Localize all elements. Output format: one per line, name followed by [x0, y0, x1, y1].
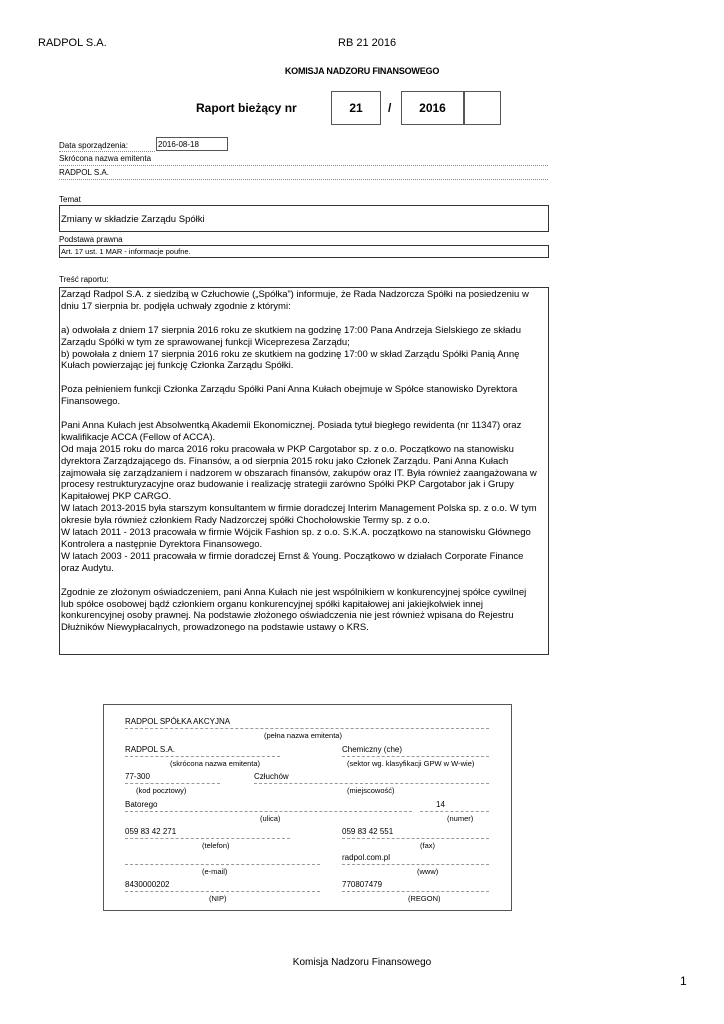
- header-company: RADPOL S.A.: [38, 37, 107, 49]
- sector-caption: (sektor wg. klasyfikacji GPW w W-wie): [347, 759, 475, 768]
- content-line: procesy restrukturyzacyjne oraz budowanie i realizację strategii zarówno Spółki PKP Cargotabor jak i Grupy: [61, 479, 514, 491]
- authority-title: KOMISJA NADZORU FINANSOWEGO: [284, 66, 440, 76]
- divider: [125, 811, 412, 812]
- content-line: kwalifikacje ACCA (Fellow of ACCA).: [61, 431, 216, 443]
- report-extra-box: [464, 91, 501, 125]
- content-line: Od maja 2015 roku do marca 2016 roku pracowała w PKP Cargotabor sp. z o.o. Początkowo na stanowisku: [61, 443, 514, 455]
- content-line: konkurencyjnej osoby prawnej. Na podstawie złożonego oświadczenia nie jest również wpisana do Rejestru: [61, 610, 514, 622]
- nip: 8430000202: [125, 880, 170, 889]
- footer-authority: Komisja Nadzoru Finansowego: [292, 957, 432, 968]
- divider: [125, 756, 280, 757]
- divider: [342, 891, 489, 892]
- legal-basis-value: Art. 17 ust. 1 MAR - informacje poufne.: [59, 245, 549, 258]
- divider: [342, 756, 489, 757]
- page-number: 1: [680, 974, 687, 988]
- content-line: Zarząd Radpol S.A. z siedzibą w Człuchowie („Spółka”) informuje, że Rada Nadzorcza Spółki na posiedzeniu w: [61, 289, 529, 300]
- short-name-value: RADPOL S.A.: [59, 168, 109, 177]
- regon-caption: (REGON): [408, 894, 441, 903]
- content-line: [61, 575, 547, 587]
- report-year: 2016: [419, 101, 446, 115]
- divider: [59, 179, 548, 180]
- full-name-caption: (pełna nazwa emitenta): [264, 731, 342, 740]
- company-short-name: RADPOL S.A.: [125, 745, 175, 754]
- regon: 770807479: [342, 880, 383, 889]
- report-label: Raport bieżący nr: [196, 101, 297, 115]
- company-full-name: RADPOL SPÓŁKA AKCYJNA: [125, 717, 231, 726]
- date-value: 2016-08-18: [156, 137, 228, 151]
- content-line: b) powołała z dniem 17 sierpnia 2016 roku ze skutkiem na godzinę 17:00 w skład Zarządu Spółki Panią Annę: [61, 348, 520, 360]
- postal-caption: (kod pocztowy): [136, 786, 187, 795]
- short-name-caption: (skrócona nazwa emitenta): [170, 759, 261, 768]
- street-number: 14: [436, 800, 445, 809]
- content-line: Pani Anna Kułach jest Absolwentką Akademii Ekonomicznej. Posiada tytuł biegłego rewidenta (nr 11347) oraz: [61, 419, 522, 431]
- content-line: W latach 2011 - 2013 pracowała w firmie Wójcik Fashion sp. z o.o. S.K.A. początkowo na stanowisku Głównego: [61, 527, 531, 539]
- phone-caption: (telefon): [202, 841, 230, 850]
- content-line: dyrektora Zarządzającego ds. Finansów, a od sierpnia 2015 roku jako Członek Zarządu. Pani Anna Kułach: [61, 455, 509, 467]
- content-line: lub spółce osobowej bądź członkiem organu konkurencyjnej spółki kapitałowej ani jakiejkolwiek innej: [61, 598, 483, 610]
- street: Batorego: [125, 800, 158, 809]
- content-line: [61, 372, 547, 384]
- content-line: Kułach powierzając jej funkcję Członka Zarządu Spółki.: [61, 360, 294, 372]
- content-line: Finansowego.: [61, 396, 121, 408]
- content-body: [59, 287, 549, 655]
- email-caption: (e-mail): [202, 867, 228, 876]
- number-caption: (numer): [447, 814, 474, 823]
- content-line: Zgodnie ze złożonym oświadczeniem, pani Anna Kułach nie jest wspólnikiem w konkurencyjnej spółce cywilnej: [61, 586, 527, 598]
- legal-basis-label: Podstawa prawna: [59, 235, 123, 244]
- date-label: Data sporządzenia:: [59, 141, 128, 150]
- topic-label: Temat: [59, 195, 81, 204]
- content-line: W latach 2013-2015 była starszym konsultantem w firmie doradczej Interim Management Polska sp. z o.o. W tym: [61, 503, 537, 515]
- city-caption: (miejscowość): [347, 786, 395, 795]
- topic-value: Zmiany w składzie Zarządu Spółki: [59, 205, 549, 232]
- content-label: Treść raportu:: [59, 275, 109, 284]
- header-report-id: RB 21 2016: [338, 37, 397, 49]
- www: radpol.com.pl: [342, 853, 391, 862]
- divider: [125, 728, 489, 729]
- content-line: a) odwołała z dniem 17 sierpnia 2016 roku ze skutkiem na godzinę 17:00 Pana Andrzeja Sielskiego ze składu: [61, 324, 521, 336]
- divider: [59, 165, 548, 166]
- content-line: Kontrolera a następnie Dyrektora Finansowego.: [61, 538, 263, 550]
- street-caption: (ulica): [260, 814, 281, 823]
- report-number-box: [331, 91, 381, 125]
- report-year-box: [401, 91, 464, 125]
- content-line: zajmowała się zarządzaniem i nadzorem w obszarach finansów, zakupów oraz IT. Była również zaangażowana w: [61, 467, 537, 479]
- content-line: [61, 313, 547, 325]
- content-line: okresie była również członkiem Rady Nadzorczej spółki Chochołowskie Termy sp. z o.o.: [61, 515, 430, 527]
- divider: [125, 891, 320, 892]
- divider: [342, 838, 489, 839]
- content-line: Poza pełnieniem funkcji Członka Zarządu Spółki Pani Anna Kułach obejmuje w Spółce stanowisko Dyrektora: [61, 384, 518, 396]
- content-line: Kapitałowej PKP CARGO.: [61, 491, 172, 503]
- nip-caption: (NIP): [209, 894, 227, 903]
- fax-caption: (fax): [420, 841, 435, 850]
- report-number: 21: [349, 101, 363, 115]
- postal-code: 77-300: [125, 772, 150, 781]
- content-line: oraz Audytu.: [61, 562, 114, 574]
- city: Człuchów: [254, 772, 289, 781]
- report-separator: /: [388, 101, 392, 115]
- divider: [125, 864, 320, 865]
- fax: 059 83 42 551: [342, 827, 394, 836]
- content-line: [61, 408, 547, 420]
- divider: [342, 864, 489, 865]
- divider: [125, 783, 220, 784]
- divider: [420, 811, 489, 812]
- phone: 059 83 42 271: [125, 827, 177, 836]
- content-line: Dłużników Niewypłacalnych, prowadzonego na podstawie ustawy o KRS.: [61, 622, 369, 634]
- short-name-label: Skrócona nazwa emitenta: [59, 154, 152, 163]
- content-line: Zarządu Spółki w tym ze sprawowanej funkcji Wiceprezesa Zarządu;: [61, 336, 350, 348]
- www-caption: (www): [417, 867, 439, 876]
- content-line: dniu 17 sierpnia br. podjęła uchwały zgodnie z którymi:: [61, 300, 291, 312]
- company-sector: Chemiczny (che): [342, 745, 403, 754]
- divider: [125, 838, 290, 839]
- divider: [254, 783, 489, 784]
- divider: [59, 151, 155, 152]
- content-line: W latach 2003 - 2011 pracowała w firmie doradczej Ernst & Young. Początkowo w działach Corporate Finance: [61, 550, 524, 562]
- company-info-box: [103, 704, 512, 911]
